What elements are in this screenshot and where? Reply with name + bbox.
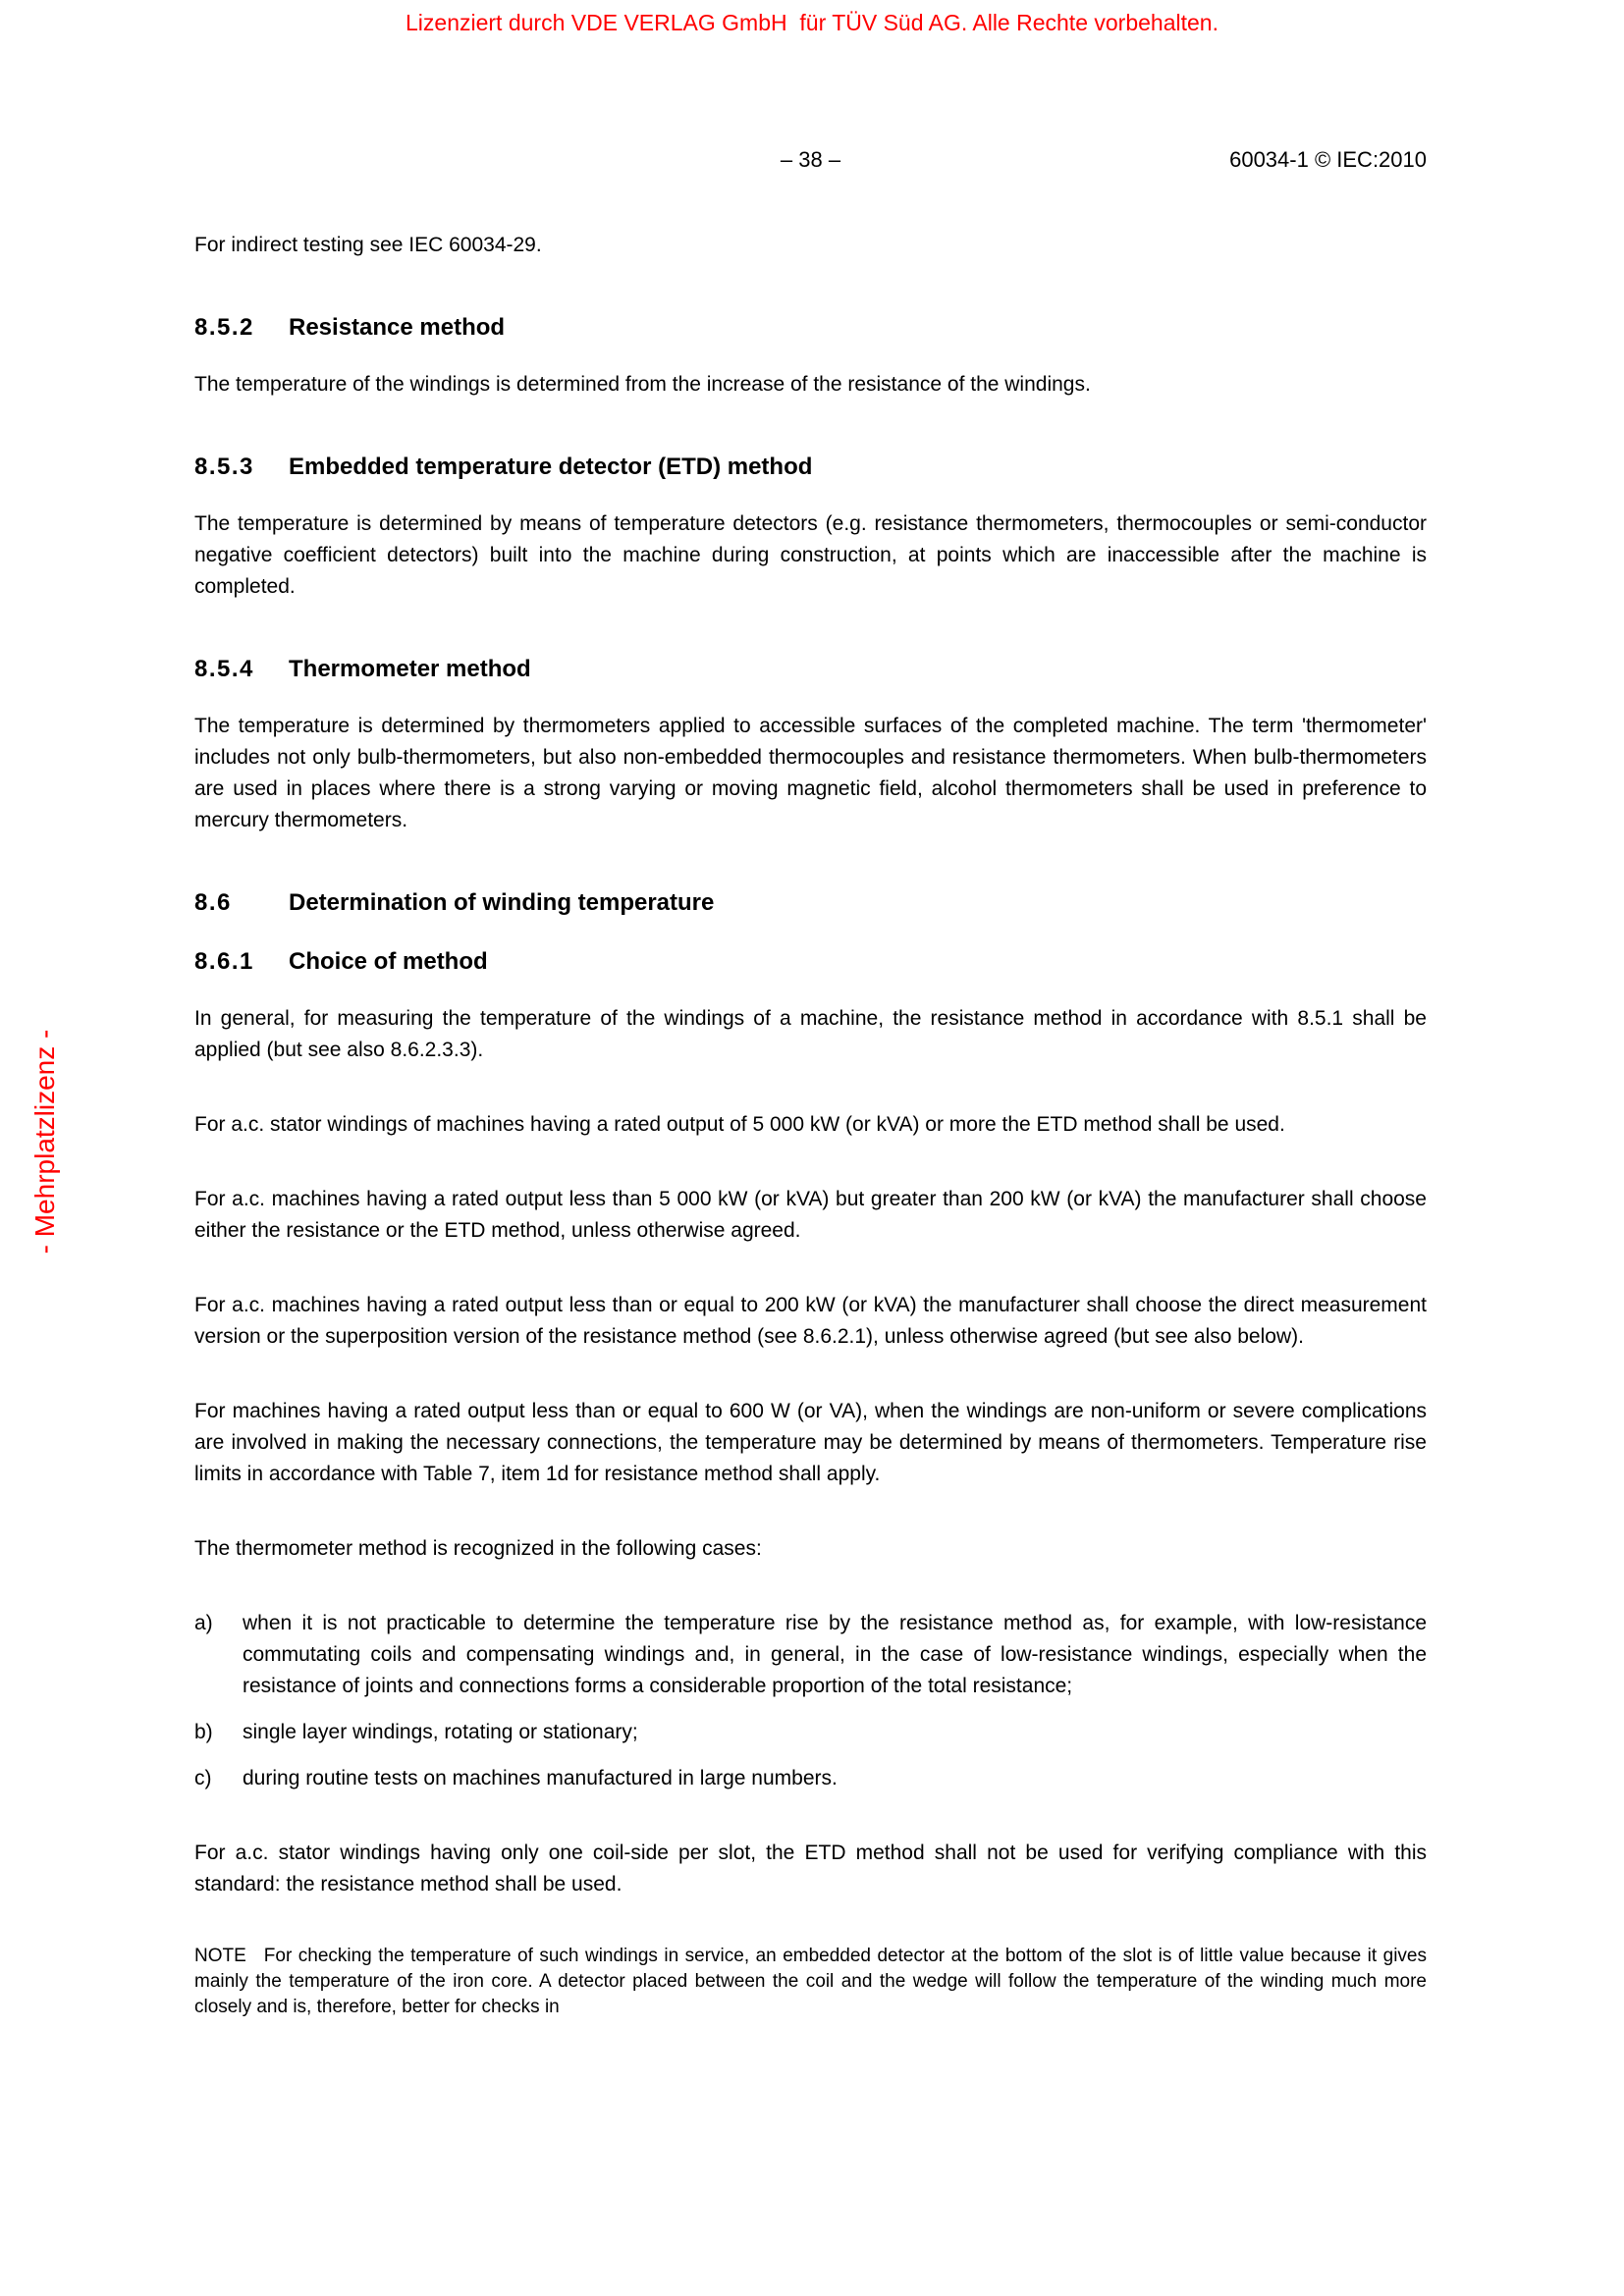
paragraph-cases-intro: The thermometer method is recognized in the following cases: [194,1537,762,1560]
list-item-a [194,1608,1427,1702]
paragraph-200kw-or-less-rule: For a.c. machines having a rated output less than or equal to 200 kW (or kVA) the manufacturer shall choose the direct measurement version or the superposition version of the resistance method (see 8.6.2.1), unless otherwise agreed (but see also below). [194,1294,1427,1348]
note-text: For checking the temperature of such windings in service, an embedded detector at the bottom of the slot is of little value because it gives mainly the temperature of the iron core. A detector placed between the coil and the wedge will follow the temperature of the winding much more closely and is, therefore, better for checks in [194,1946,1427,2017]
section-title: Determination of winding temperature [289,889,715,916]
section-number: 8.5.2 [194,314,254,341]
list-item-text: during routine tests on machines manufactured in large numbers. [243,1767,838,1789]
section-title: Choice of method [289,948,488,975]
list-marker: b) [194,1721,213,1743]
list-item-b [194,1717,1427,1748]
paragraph-thermometer-method: The temperature is determined by thermometers applied to accessible surfaces of the completed machine. The term 'thermometer' includes not only bulb-thermometers, but also non-embedded thermocouples and resistance thermometers. When bulb-thermometers are used in places where there is a strong varying or moving magnetic field, alcohol thermometers shall be used in preference to mercury thermometers. [194,715,1427,831]
paragraph-indirect-testing: For indirect testing see IEC 60034-29. [194,234,542,256]
paragraph-200kw-rule: For a.c. machines having a rated output less than 5 000 kW (or kVA) but greater than 200 kW (or kVA) the manufacturer shall choose either the resistance or the ETD method, unless otherwise agreed. [194,1188,1427,1242]
section-number: 8.5.4 [194,656,254,682]
list-item-c [194,1763,1427,1794]
paragraph-etd-method: The temperature is determined by means of temperature detectors (e.g. resistance thermometers, thermocouples or semi-conductor negative coefficient detectors) built into the machine during construction, at points which are inaccessible after the machine is completed. [194,512,1427,598]
section-number: 8.6 [194,889,232,916]
note-paragraph [194,1944,1427,2020]
paragraph-600w-rule: For machines having a rated output less than or equal to 600 W (or VA), when the windings are non-uniform or severe complications are involved in making the necessary connections, the temperature may be determined by means of thermometers. Temperature rise limits in accordance with Table 7, item 1d for resistance method shall apply. [194,1400,1427,1485]
license-banner: Lizenziert durch VDE VERLAG GmbH für TÜV Süd AG. Alle Rechte vorbehalten. [406,10,1218,35]
paragraph-etd-restriction: For a.c. stator windings having only one coil-side per slot, the ETD method shall not be used for verifying compliance with this standard: the resistance method shall be used. [194,1842,1427,1896]
section-number: 8.6.1 [194,948,254,975]
section-title: Embedded temperature detector (ETD) method [289,454,813,480]
paragraph-resistance-method: The temperature of the windings is determined from the increase of the resistance of the windings. [194,373,1091,396]
note-label: NOTE [194,1946,246,1966]
page-number: – 38 – [780,147,841,172]
section-title: Thermometer method [289,656,531,682]
section-heading-8-6-1 [194,946,1427,978]
vertical-license-text: - Mehrplatzlizenz - [29,1029,60,1255]
document-body [194,230,1427,2063]
section-heading-8-5-4 [194,654,1427,685]
case-list [194,1608,1427,1794]
section-heading-8-5-3 [194,452,1427,483]
list-marker: c) [194,1767,212,1789]
paragraph-choice-general: In general, for measuring the temperature of the windings of a machine, the resistance method in accordance with 8.5.1 shall be applied (but see also 8.6.2.3.3). [194,1007,1427,1061]
section-title: Resistance method [289,314,506,341]
section-heading-8-5-2 [194,312,1427,344]
section-number: 8.5.3 [194,454,254,480]
doc-reference: 60034-1 © IEC:2010 [1229,147,1427,172]
list-item-text: single layer windings, rotating or stationary; [243,1721,638,1743]
paragraph-5000kw-rule: For a.c. stator windings of machines having a rated output of 5 000 kW (or kVA) or more the ETD method shall be used. [194,1113,1285,1136]
page-header [194,147,1427,179]
section-heading-8-6 [194,887,1427,919]
list-item-text: when it is not practicable to determine the temperature rise by the resistance method as, for example, with low-resistance commutating coils and compensating windings and, in general, in the case of low-resistance windings, especially when the resistance of joints and connections forms a considerable proportion of the total resistance; [243,1612,1427,1697]
list-marker: a) [194,1612,213,1634]
